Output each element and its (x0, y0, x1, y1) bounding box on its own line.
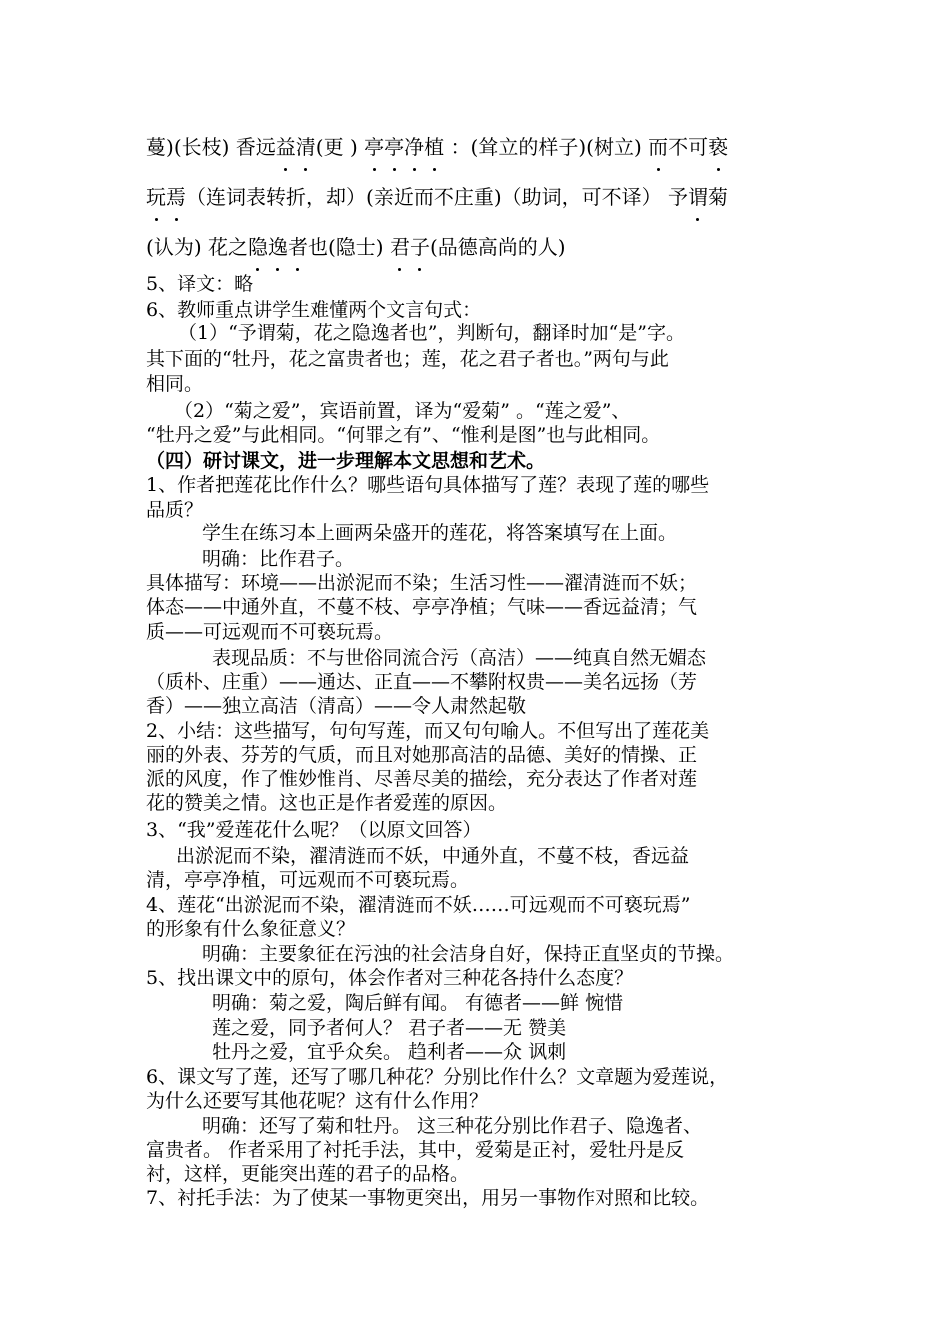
text-line: 香）——独立高洁（清高）——令人肃然起敬 (146, 695, 527, 717)
text-line: 衬，这样，更能突出莲的君子的品格。 (146, 1163, 470, 1185)
emphasis-dot (433, 168, 436, 171)
text-line: 4、莲花“出淤泥而不染，濯清涟而不妖……可远观而不可亵玩焉” (146, 894, 691, 916)
text-line: 6、课文写了莲，还写了哪几种花？分别比作什么？文章题为爱莲说， (146, 1066, 729, 1088)
text-line: 玩 焉 （连词表转折，却）(亲近而不庄重)（助词，可不译） 予谓 菊 (146, 185, 728, 209)
emphasis-dot (155, 218, 158, 221)
text-line: 6、教师重点讲学生难懂两个文言句式： (146, 299, 482, 321)
emphasis-dot (413, 168, 416, 171)
text-line: 具体描写：环境——出淤泥而不染；生活习性——濯清涟而不妖； (146, 572, 698, 594)
text-line: （四）研讨课文，进一步理解本文思想和艺术。 (146, 450, 546, 472)
text-line: 丽的外表、芬芳的气质，而且对她那高洁的品德、美好的情操、正 (146, 744, 698, 766)
emphasis-dot (256, 268, 259, 271)
emphasized-char: 子 (410, 235, 430, 259)
emphasis-dot (418, 268, 421, 271)
emphasis-dot (398, 268, 401, 271)
emphasis-dot (393, 168, 396, 171)
emphasized-char: 君 (390, 235, 410, 259)
emphasis-dot (717, 168, 720, 171)
text-line: 品质？ (146, 499, 204, 521)
emphasis-dot (373, 168, 376, 171)
emphasis-dot (296, 268, 299, 271)
text-line: 7、衬托手法：为了使某一事物更突出，用另一事物作对照和比较。 (146, 1187, 710, 1209)
emphasized-char: 谓 (688, 185, 708, 209)
text-line: 清，亭亭净植，可远观而不可亵玩焉。 (146, 869, 470, 891)
text-line: 5、译文：略 (146, 273, 254, 295)
emphasized-char: 逸 (268, 235, 288, 259)
text-line: “牡丹之爱”与此相同。“何罪之有”、“惟利是图”也与此相同。 (146, 424, 661, 446)
emphasized-char: 净 (404, 135, 424, 159)
emphasized-char: 植 (424, 135, 444, 159)
emphasis-dot (175, 218, 178, 221)
emphasized-char: 者 (288, 235, 308, 259)
text-line: （2）“菊之爱”，宾语前置，译为“爱菊” 。“莲之爱”、 (174, 400, 631, 422)
text-line: (认为) 花之隐 逸 者 也(隐士) 君 子 (品德高尚的人) (146, 235, 566, 259)
emphasized-char: 益 (276, 135, 296, 159)
emphasized-char: 亵 (708, 135, 728, 159)
text-line: 明确：还写了菊和牡丹。 这三种花分别比作君子、隐逸者、 (202, 1115, 703, 1137)
emphasized-char: 亭 (364, 135, 384, 159)
text-line: 3、“我”爱莲花什么呢？（以原文回答） (146, 819, 482, 841)
text-line: 体态——中通外直，不蔓不枝、亭亭净植；气味——香远益清；气 (146, 596, 698, 618)
text-line: 学生在练习本上画两朵盛开的莲花，将答案填写在上面。 (202, 522, 678, 544)
emphasized-char: 清 (296, 135, 316, 159)
text-line: 明确：主要象征在污浊的社会洁身自好，保持正直坚贞的节操。 (202, 943, 735, 965)
text-line: 的形象有什么象征意义？ (146, 918, 356, 940)
text-line: 1、作者把莲花比作什么？哪些语句具体描写了莲？表现了莲的哪些 (146, 474, 710, 496)
text-line: 其下面的“牡丹，花之富贵者也；莲，花之君子者也。”两句与此 (146, 348, 669, 370)
text-line: 明确：比作君子。 (202, 548, 355, 570)
text-line: （1）“予谓菊，花之隐逸者也”，判断句，翻译时加“是”字。 (178, 322, 685, 344)
emphasis-dot (276, 268, 279, 271)
text-line: （质朴、庄重）——通达、正直——不攀附权贵——美名远扬（芳 (146, 671, 698, 693)
text-line: 富贵者。 作者采用了衬托手法，其中，爱菊是正衬，爱牡丹是反 (146, 1139, 685, 1161)
text-line: 派的风度，作了惟妙惟肖、尽善尽美的描绘，充分表达了作者对莲 (146, 768, 698, 790)
text-line: 明确：菊之爱，陶后鲜有闻。 有德者——鲜 惋惜 (212, 992, 624, 1014)
text-line: 蔓)(长枝) 香远益 清 (更 ) 亭 亭 净 植 ：(耸立的样子)(树立) 而 不可亵 (146, 135, 728, 159)
text-line: 质——可远观而不可亵玩焉。 (146, 621, 394, 643)
emphasis-dot (657, 168, 660, 171)
text-line: 莲之爱，同予者何人？ 君子者——无 赞美 (212, 1017, 567, 1039)
text-line: 出淤泥而不染，濯清涟而不妖，中通外直，不蔓不枝，香远益 (176, 845, 690, 867)
emphasized-char: 亭 (384, 135, 404, 159)
text-line: 为什么还要写其他花呢？这有什么作用？ (146, 1090, 489, 1112)
text-line: 牡丹之爱，宜乎众矣。 趋利者——众 讽刺 (212, 1041, 567, 1063)
emphasized-char: 隐 (248, 235, 268, 259)
text-line: 5、找出课文中的原句，体会作者对三种花各持什么态度？ (146, 967, 634, 989)
emphasized-char: 焉 (166, 185, 186, 209)
emphasized-char: 玩 (146, 185, 166, 209)
text-line: 2、小结：这些描写，句句写莲，而又句句喻人。不但写出了莲花美 (146, 720, 710, 742)
emphasis-dot (304, 168, 307, 171)
text-line: 相同。 (146, 373, 204, 395)
text-line: 花的赞美之情。这也正是作者爱莲的原因。 (146, 792, 508, 814)
emphasis-dot (284, 168, 287, 171)
emphasized-char: 而 (648, 135, 668, 159)
emphasis-dot (696, 218, 699, 221)
text-line: 表现品质：不与世俗同流合污（高洁）——纯真自然无媚态 (212, 647, 707, 669)
